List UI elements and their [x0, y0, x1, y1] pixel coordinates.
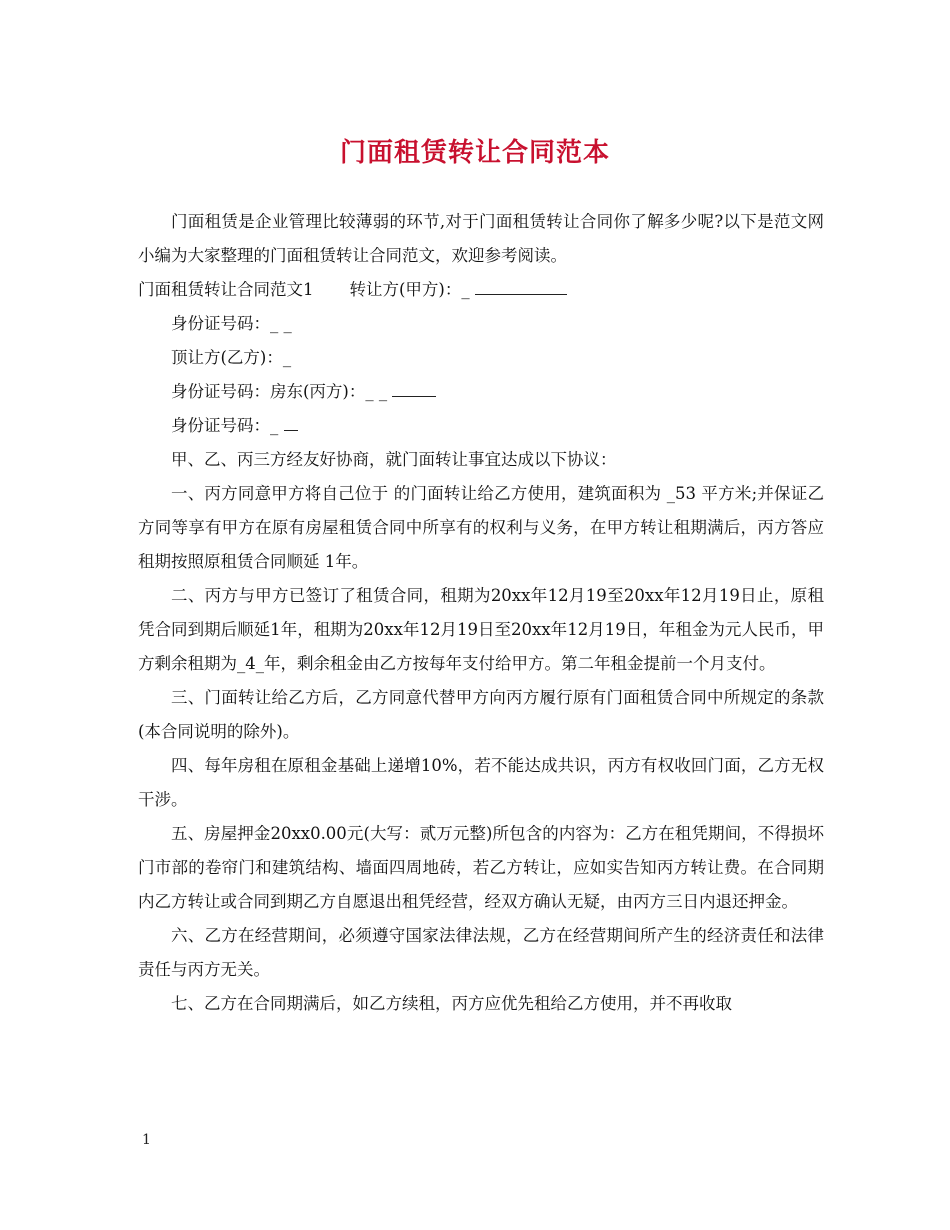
transferor-blank: [475, 278, 567, 295]
clause-paragraph: 一、丙方同意甲方将自己位于 的门面转让给乙方使用，建筑面积为 _53 平方米;并保证乙方同等享有甲方在原有房屋租赁合同中所享有的权利与义务，在甲方转让租期满后，丙方答应租期按照原租赁合同顺延 1年。: [138, 484, 824, 571]
clause-paragraph: 二、丙方与甲方已签订了租赁合同，租期为20xx年12月19至20xx年12月19日止，原租凭合同到期后顺延1年，租期为20xx年12月19日至20xx年12月19日，年租金为元人民币，甲方剩余租期为_4_年，剩余租金由乙方按每年支付给甲方。第二年租金提前一个月支付。: [138, 586, 824, 673]
clause-paragraph: 六、乙方在经营期间，必须遵守国家法律法规，乙方在经营期间所产生的经济责任和法律责任与丙方无关。: [138, 926, 824, 979]
clause-paragraph: 四、每年房租在原租金基础上递增10%，若不能达成共识，丙方有权收回门面，乙方无权干涉。: [138, 756, 824, 809]
document-body: [138, 205, 824, 1021]
transferor-label: 转让方(甲方)：_: [349, 280, 475, 299]
field-id-b-landlord: 身份证号码：房东(丙方)：_ _: [138, 375, 824, 409]
intro-paragraph: 门面租赁是企业管理比较薄弱的环节,对于门面租赁转让合同你了解多少呢?以下是范文网小编为大家整理的门面租赁转让合同范文，欢迎参考阅读。: [138, 212, 824, 265]
clause-paragraph: 五、房屋押金20xx0.00元(大写：贰万元整)所包含的内容为：乙方在租凭期间，不得损坏门市部的卷帘门和建筑结构、墙面四周地砖，若乙方转让，应如实告知丙方转让费。在合同期内乙方转让或合同到期乙方自愿退出租凭经营，经双方确认无疑，由丙方三日内退还押金。: [138, 824, 824, 911]
clause-paragraph: 三、门面转让给乙方后，乙方同意代替甲方向丙方履行原有门面租赁合同中所规定的条款(本合同说明的除外)。: [138, 688, 824, 741]
field-id-c: 身份证号码：_: [138, 409, 824, 443]
sample-heading-line: [138, 273, 824, 307]
document-title: 门面租赁转让合同范本: [339, 138, 610, 168]
field-party-b: 顶让方(乙方)：_: [171, 348, 292, 367]
page-number: 1: [142, 1132, 151, 1148]
clause-paragraph: 七、乙方在合同期满后，如乙方续租，丙方应优先租给乙方使用，并不再收取: [171, 994, 732, 1013]
sample-heading: 门面租赁转让合同范文1: [138, 280, 314, 299]
clause-paragraph: 甲、乙、丙三方经友好协商，就门面转让事宜达成以下协议：: [171, 450, 617, 469]
field-id-a: 身份证号码：_ _: [171, 314, 292, 333]
